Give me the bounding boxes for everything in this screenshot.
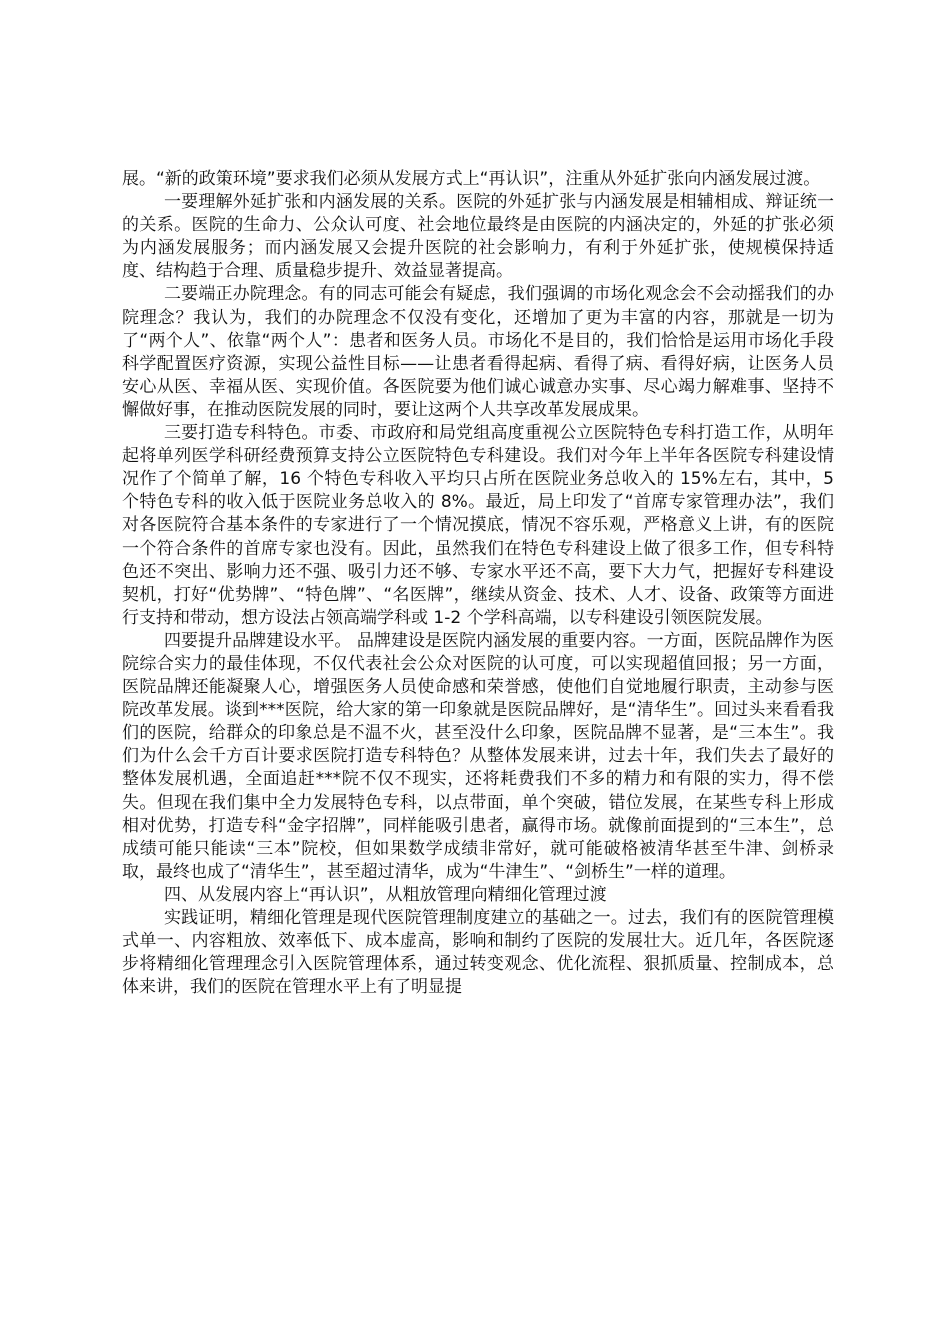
paragraph-4: 三要打造专科特色。市委、市政府和局党组高度重视公立医院特色专科打造工作，从明年起将单列医学科研经费预算支持公立医院特色专科建设。我们对今年上半年各医院专科建设情况作了个简单了解，16 个特色专科收入平均只占所在医院业务总收入的 15%左右，其中，5 个特色专科的收入低于医院业务总收入的 8%。最近，局上印发了“首席专家管理办法”，我们对各医院符合基本条件的专家进行了一个情况摸底，情况不容乐观，严格意义上讲，有的医院一个符合条件的首席专家也没有。因此，虽然我们在特色专科建设上做了很多工作，但专科特色还不突出、影响力还不强、吸引力还不够、专家水平还不高，要下大力气，把握好专科建设契机，打好“优势牌”、“特色牌”、“名医牌”，继续从资金、技术、人才、设备、政策等方面进行支持和带动，想方设法占领高端学科或 1-2 个学科高端，以专科建设引领医院发展。 [122,423,834,628]
paragraph-2: 一要理解外延扩张和内涵发展的关系。医院的外延扩张与内涵发展是相辅相成、辩证统一的关系。医院的生命力、公众认可度、社会地位最终是由医院的内涵决定的，外延的扩张必须为内涵发展服务；而内涵发展又会提升医院的社会影响力，有利于外延扩张，使规模保持适度、结构趋于合理、质量稳步提升、效益显著提高。 [122,192,834,282]
paragraph-1: 展。“新的政策环境”要求我们必须从发展方式上“再认识”，注重从外延扩张向内涵发展过渡。 [122,169,821,189]
paragraph-7: 实践证明，精细化管理是现代医院管理制度建立的基础之一。过去，我们有的医院管理模式单一、内容粗放、效率低下、成本虚高，影响和制约了医院的发展壮大。近几年，各医院逐步将精细化管理理念引入医院管理体系，通过转变观念、优化流程、狠抓质量、控制成本，总体来讲，我们的医院在管理水平上有了明显提 [122,908,834,998]
section-heading: 四、从发展内容上“再认识”，从粗放管理向精细化管理过渡 [164,884,607,905]
paragraph-5: 四要提升品牌建设水平。 品牌建设是医院内涵发展的重要内容。一方面，医院品牌作为医院综合实力的最佳体现，不仅代表社会公众对医院的认可度，可以实现超值回报；另一方面，医院品牌还能凝聚人心，增强医务人员使命感和荣誉感，使他们自觉地履行职责，主动参与医院改革发展。谈到***医院，给大家的第一印象就是医院品牌好，是“清华生”。回过头来看看我们的医院，给群众的印象总是不温不火，甚至没什么印象，医院品牌不显著，是“三本生”。我们为什么会千方百计要求医院打造专科特色？从整体发展来讲，过去十年，我们失去了最好的整体发展机遇，全面追赶***院不仅不现实，还将耗费我们不多的精力和有限的实力，得不偿失。但现在我们集中全力发展特色专科，以点带面，单个突破，错位发展，在某些专科上形成相对优势，打造专科“金字招牌”，同样能吸引患者，赢得市场。就像前面提到的“三本生”，总成绩可能只能读“三本”院校，但如果数学成绩非常好，就可能破格被清华甚至牛津、剑桥录取，最终也成了“清华生”，甚至超过清华，成为“牛津生”、“剑桥生”一样的道理。 [122,630,834,882]
document-body [122,168,834,999]
paragraph-3: 二要端正办院理念。有的同志可能会有疑虑，我们强调的市场化观念会不会动摇我们的办院理念？我认为，我们的办院理念不仅没有变化，还增加了更为丰富的内容，那就是一切为了“两个人”、依靠“两个人”：患者和医务人员。市场化不是目的，我们恰恰是运用市场化手段科学配置医疗资源，实现公益性目标——让患者看得起病、看得了病、看得好病，让医务人员安心从医、幸福从医、实现价值。各医院要为他们诚心诚意办实事、尽心竭力解难事、坚持不懈做好事，在推动医院发展的同时，要让这两个人共享改革发展成果。 [122,284,834,420]
